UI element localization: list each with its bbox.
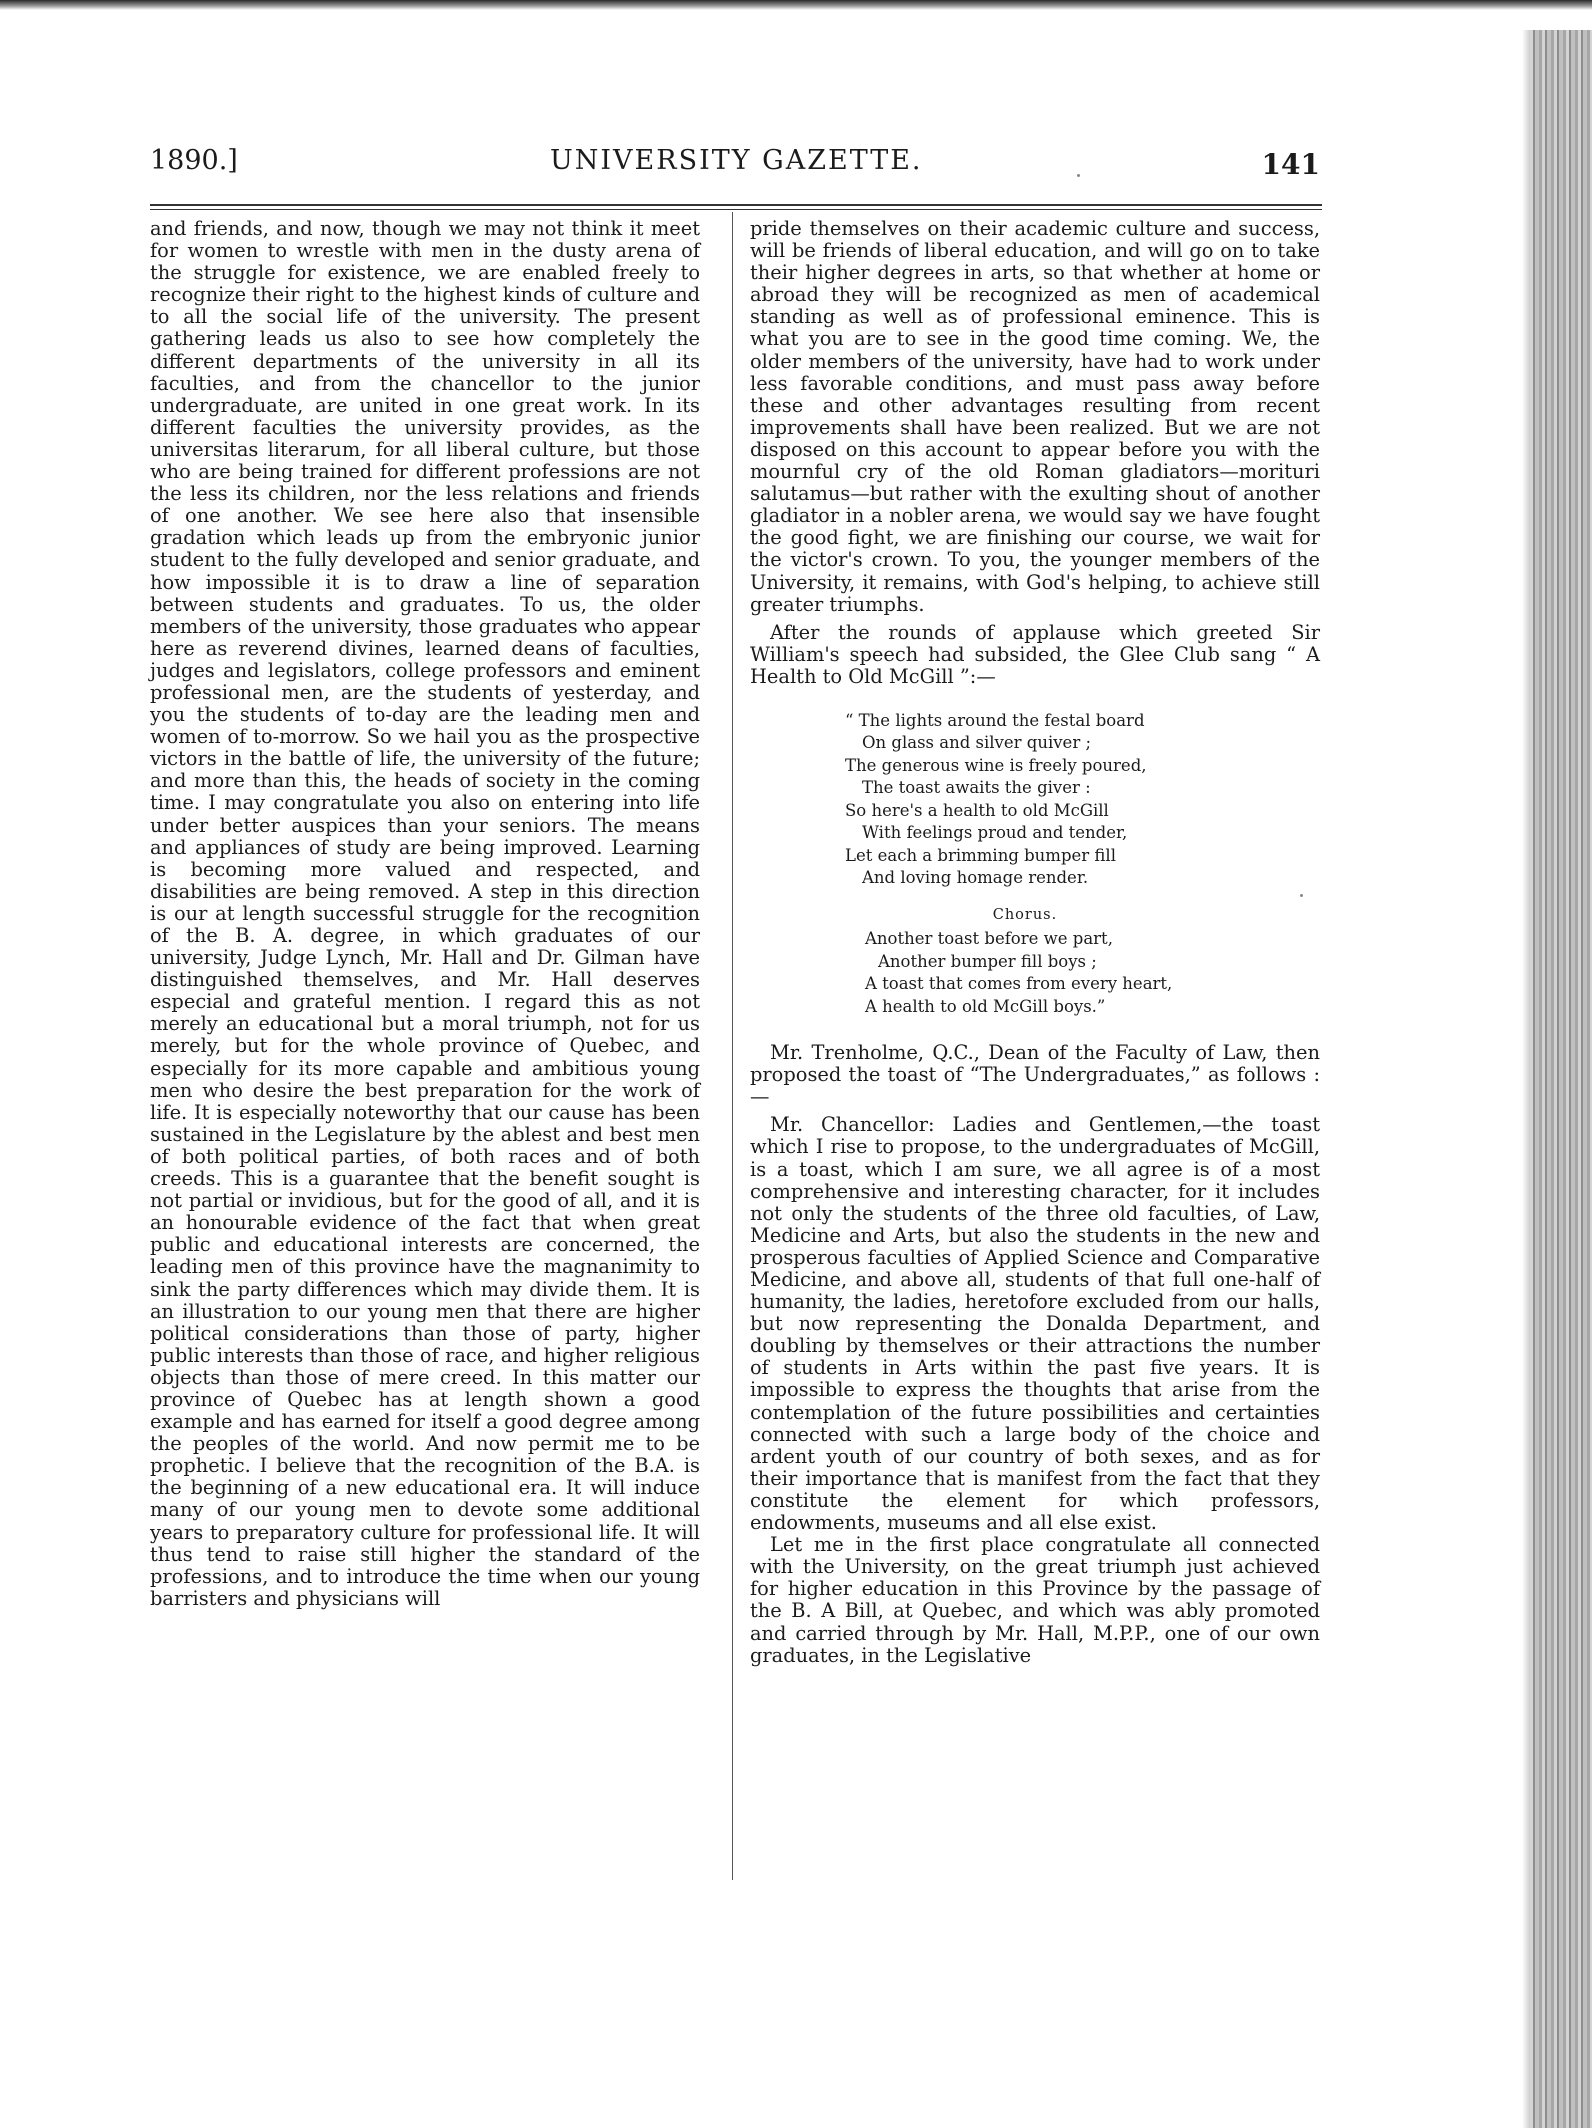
right-paragraph-4: Mr. Chancellor: Ladies and Gentlemen,—the toast which I rise to propose, to the undergraduates of McGill, is a toast, which I am sure, we all agree is of a most comprehensive and interesting character, for it includes not only the students of the three old faculties, of Law, Medicine and Arts, but also the students in the new and prosperous faculties of Applied Science and Comparative Medicine, and above all, students of that full one-half of humanity, the ladies, heretofore excluded from our halls, but now representing the Donalda Department, and doubling by themselves or their attractions the number of students in Arts within the past five years. It is impossible to express the thoughts that arise from the contemplation of the future possibilities and certainties connected with such a large body of the choice and ardent youth of our country of both sexes, and as for their importance that is manifest from the fact that they constitute the element for which professors, endowments, museums and all else exist. — [750, 1113, 1320, 1535]
song-chorus — [750, 928, 1320, 1018]
right-column — [750, 218, 1320, 1667]
left-column — [150, 218, 700, 1610]
chorus-line: Another bumper fill boys ; — [878, 951, 1097, 971]
scan-speck — [1300, 894, 1303, 897]
header-title: UNIVERSITY GAZETTE. — [550, 145, 923, 176]
right-paragraph-3: Mr. Trenholme, Q.C., Dean of the Faculty of Law, then proposed the toast of “The Undergraduates,” as follows :— — [750, 1041, 1320, 1109]
scan-page-gutter — [1522, 30, 1530, 2128]
verse-line: With feelings proud and tender, — [862, 823, 1128, 843]
verse-line: The generous wine is freely poured, — [845, 755, 1147, 775]
chorus-line: A health to old McGill boys.” — [865, 996, 1106, 1016]
running-header — [150, 145, 1320, 185]
chorus-line: A toast that comes from every heart, — [865, 974, 1173, 994]
song-verse — [750, 710, 1320, 890]
right-paragraph-2: After the rounds of applause which greeted Sir William's speech had subsided, the Glee Club sang “ A Health to Old McGill ”:— — [750, 620, 1320, 688]
left-paragraph: and friends, and now, though we may not think it meet for women to wrestle with men in the dusty arena of the struggle for existence, we are enabled freely to recognize their right to the highest kinds of culture and to all the social life of the university. The present gathering leads us also to see how completely the different departments of the university in all its faculties, and from the chancellor to the junior undergraduate, are united in one great work. In its different faculties the university provides, as the universitas literarum, for all liberal culture, but those who are being trained for different professions are not the less its children, nor the less relations and friends of one another. We see here also that insensible gradation which leads up from the embryonic junior student to the fully developed and senior graduate, and how impossible it is to draw a line of separation between students and graduates. To us, the older members of the university, those graduates who appear here as reverend divines, learned deans of faculties, judges and legislators, college professors and eminent professional men, are the students of yesterday, and you the students of to-day are the leading men and women of to-morrow. So we hail you as the prospective victors in the battle of life, the university of the future; and more than this, the heads of society in the coming time. I may congratulate you also on entering into life under better auspices than your seniors. The means and appliances of study are being improved. Learning is becoming more valued and respected, and disabilities are being removed. A step in this direction is our at length successful struggle for the recognition of the B. A. degree, in which graduates of our university, Judge Lynch, Mr. Hall and Dr. Gilman have distinguished themselves, and Mr. Hall deserves especial and grateful mention. I regard this as not merely an educational but a moral triumph, not for us merely, but for the whole province of Quebec, and especially for its more capable and ambitious young men who desire the best preparation for the work of life. It is especially noteworthy that our cause has been sustained in the Legislature by the ablest and best men of both political parties, of both races and of both creeds. This is a guarantee that the benefit sought is not partial or invidious, but for the good of all, and it is an honourable evidence of the fact that when great public and educational interests are concerned, the leading men of this province have the magnanimity to sink the party differences which may divide them. It is an illustration to our young men that there are higher political considerations than those of party, higher public interests than those of race, and higher religious objects than those of mere creed. In this matter our province of Quebec has at length shown a good example and has earned for itself a good degree among the peoples of the world. And now permit me to be prophetic. I believe that the recognition of the B.A. is the beginning of a new educational era. It will induce many of our young men to devote some additional years to preparatory culture for professional life. It will thus tend to raise still higher the standard of the professions, and to introduce the time when our young barristers and physicians will — [150, 217, 700, 1610]
right-paragraph-1: pride themselves on their academic culture and success, will be friends of liberal education, and will go on to take their higher degrees in arts, so that whether at home or abroad they will be recognized as men of academical standing as well as of professional eminence. This is what you are to see in the good time coming. We, the older members of the university, have had to work under less favorable conditions, and must pass away before these and other advantages resulting from recent improvements shall have been realized. But we are not disposed on this account to appear before you with the mournful cry of the old Roman gladiators—morituri salutamus—but rather with the exulting shout of another gladiator in a nobler arena, we would say we have fought the good fight, we are finishing our course, we wait for the victor's crown. To you, the younger members of the University, it remains, with God's helping, to achieve still greater triumphs. — [750, 217, 1320, 616]
header-rule-thick — [150, 204, 1322, 206]
header-rule-thin — [150, 209, 1322, 210]
scan-top-edge — [0, 0, 1592, 10]
chorus-heading: Chorus. — [992, 906, 1058, 923]
chorus-line: Another toast before we part, — [865, 929, 1113, 949]
verse-line: Let each a brimming bumper fill — [845, 845, 1116, 865]
scan-speck — [1077, 174, 1080, 177]
verse-line: On glass and silver quiver ; — [862, 733, 1092, 753]
page-number: 141 — [1261, 148, 1320, 181]
verse-line: So here's a health to old McGill — [845, 800, 1109, 820]
header-year: 1890.] — [150, 145, 238, 176]
verse-line: “ The lights around the festal board — [845, 710, 1145, 730]
right-paragraph-5: Let me in the first place congratulate all connected with the University, on the great triumph just achieved for higher education in this Province by the passage of the B. A Bill, at Quebec, and which was ably promoted and carried through by Mr. Hall, M.P.P., one of our own graduates, in the Legislative — [750, 1533, 1320, 1667]
verse-line: The toast awaits the giver : — [862, 778, 1091, 798]
verse-line: And loving homage render. — [862, 868, 1089, 888]
column-divider — [732, 212, 733, 1880]
scan-page-stack-edge — [1530, 30, 1592, 2128]
